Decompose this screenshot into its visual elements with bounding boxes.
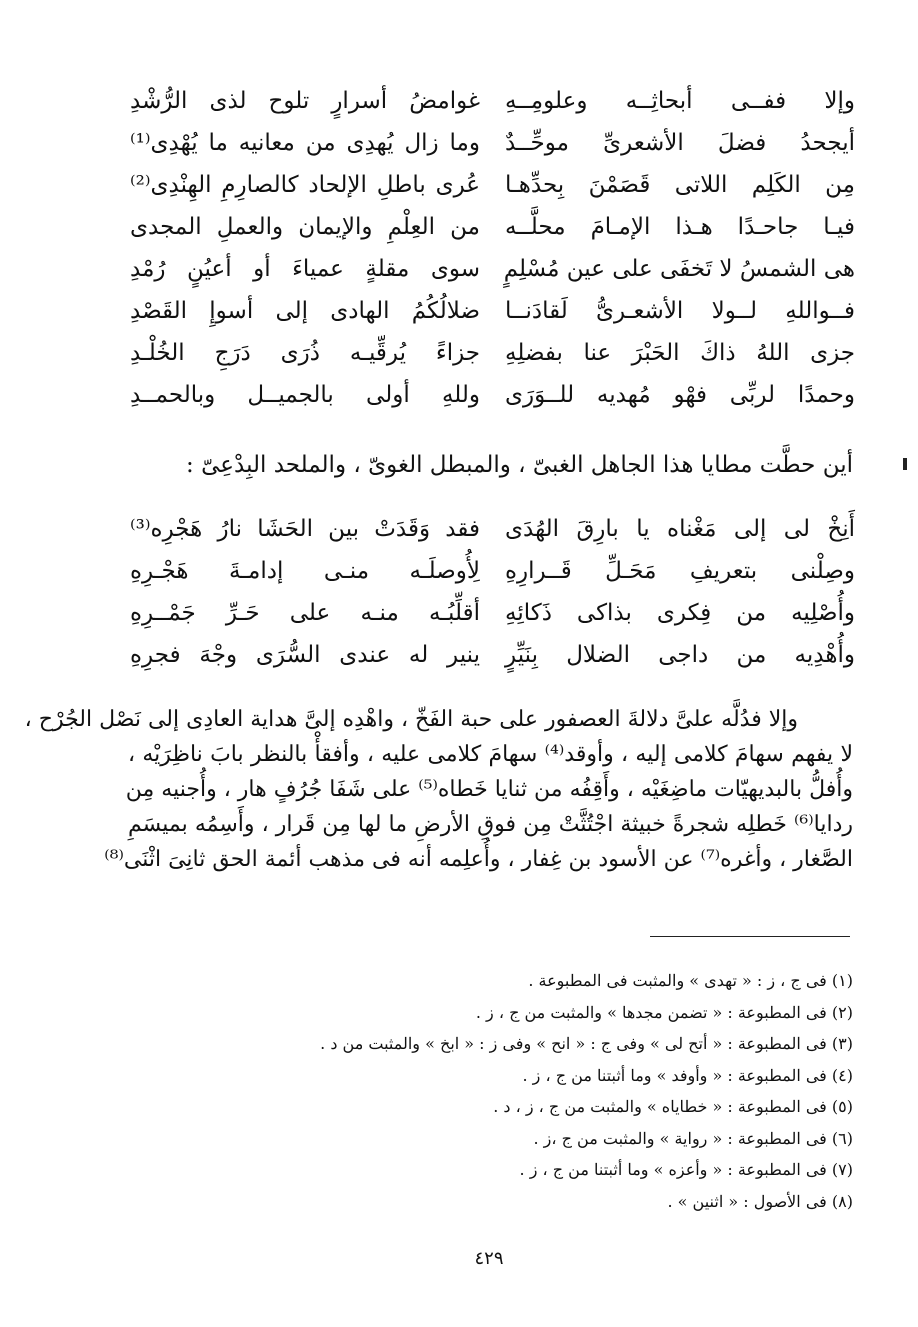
first-hemistich: فــواللهِ لــولا الأشعـرىُّ لَقادَنــا: [505, 298, 855, 324]
second-hemistich: وما زال يُهدِى من معانيه ما يُهْدِى⁽¹⁾: [130, 130, 480, 156]
footnote: (٤) فى المطبوعة : « وأوفد » وما أثبتنا من ج ، ز .: [522, 1065, 853, 1085]
poem-second: [130, 508, 855, 676]
verse: [130, 248, 855, 290]
second-hemistich: غوامضُ أسرارٍ تلوح لذى الرُّشْدِ: [130, 88, 480, 114]
prose-line: وإلا فدُلَّه علىَّ دلالةَ العصفور على حبة الفَخّ ، واهْدِه إلىَّ هداية العادِى إلى نَصْل الجُرْح ،: [24, 707, 798, 732]
prose-line: لا يفهم سهامَ كلامى إليه ، وأوقد⁽⁴⁾ سهامَ كلامى عليه ، وأفقأْ بالنظر بابَ ناظِرَيْه ،: [128, 742, 853, 767]
verse: [130, 550, 855, 592]
verse: [130, 164, 855, 206]
prose-line: ردايا⁽⁶⁾ خَطلِه شجرةً خبيثة اجْتُثَّتْ مِن فوقِ الأرضِ ما لها مِن قَرار ، وأَسِمُه بميسَمِ: [128, 812, 853, 837]
page-number: ٤٢٩: [474, 1248, 504, 1269]
second-hemistich: ضلالُكُمُ الهادى إلى أسوإِ القَصْدِ: [130, 298, 480, 324]
interlude-line: أين حطَّت مطايا هذا الجاهل الغبىّ ، والمبطل الغوىّ ، والملحد البِدْعِىّ :: [186, 452, 853, 478]
footnote-separator: [650, 936, 850, 937]
footnote: (٨) فى الأصول : « اثنين » .: [667, 1191, 853, 1211]
first-hemistich: مِن الكَلِم اللاتى قَصَمْنَ بِحدِّهـا: [505, 172, 855, 198]
second-hemistich: أقلِّبُـه منـه على حَـرِّ جَمْــرِهِ: [130, 600, 480, 626]
first-hemistich: هى الشمسُ لا تَخفَى على عين مُسْلِمٍ: [503, 256, 855, 282]
second-hemistich: لِأُوصلَـه منـى إدامـةَ هَجْـرِهِ: [130, 558, 480, 584]
first-hemistich: وأُصْلِيه من فِكرى بذاكى ذَكائِهِ: [505, 600, 855, 626]
verse: [130, 374, 855, 416]
second-hemistich: سوى مقلةٍ عمياءَ أو أعيُنٍ رُمْدِ: [130, 256, 480, 282]
second-hemistich: ينير له عندى السُّرَى وجْهَ فجرِهِ: [130, 642, 480, 668]
prose-line: الصَّغار ، وأغره⁽⁷⁾ عن الأسود بن غِفار ، وأُعلِمه أنه فى مذهب أئمة الحق ثانِىَ اثْنَى⁽⁸⁾: [104, 847, 853, 872]
verse: [130, 332, 855, 374]
verse: [130, 592, 855, 634]
footnote: (٧) فى المطبوعة : « وأعزه » وما أثبتنا من ج ، ز .: [519, 1160, 853, 1179]
first-hemistich: أَنِخْ لى إلى مَغْناه يا بارِقَ الهُدَى: [505, 516, 855, 542]
footnotes: [128, 965, 853, 1217]
footnote: (٦) فى المطبوعة : « رواية » والمثبت من ج ،ز .: [533, 1128, 853, 1148]
first-hemistich: وصِلْنى بتعريفِ مَحَـلِّ قَــرارِهِ: [505, 558, 855, 584]
first-hemistich: وأُهْدِيه من داجى الضلال بِنَيِّرٍ: [505, 642, 855, 668]
first-hemistich: فيـا جاحـدًا هـذا الإمـامَ محلَّــه: [505, 214, 855, 240]
prose-paragraph: [24, 702, 853, 877]
first-hemistich: أيجحدُ فضلَ الأشعرىِّ موحِّــدٌ: [505, 130, 855, 156]
verse: [130, 80, 855, 122]
second-hemistich: جزاءً يُرقِّيـه ذُرَى دَرَجِ الخُلْـدِ: [130, 340, 480, 366]
margin-mark: [903, 458, 907, 470]
prose-line: وأُفلُّ بالبديهيّات ماضِغَيْه ، وأَقِفُه من ثنايا خَطاه⁽⁵⁾ على شَفَا جُرُفٍ هار ، وأُجنيه مِن: [125, 777, 853, 802]
second-hemistich: عُرى باطلِ الإلحاد كالصارِمِ الهِنْدِى⁽²⁾: [130, 172, 480, 198]
verse: [130, 206, 855, 248]
verse: [130, 508, 855, 550]
first-hemistich: جزى اللهُ ذاكَ الحَبْرَ عنا بفضلِهِ: [505, 340, 855, 366]
footnote: (١) فى ج ، ز : « تهدى » والمثبت فى المطبوعة .: [528, 971, 853, 990]
first-hemistich: وإلا ففــى أبحاثِــه وعلومِــهِ: [505, 88, 855, 114]
poem-first: [130, 80, 855, 416]
verse: [130, 290, 855, 332]
first-hemistich: وحمدًا لربِّى فهْو مُهديه للــوَرَى: [505, 382, 855, 408]
verse: [130, 122, 855, 164]
footnote: (٣) فى المطبوعة : « أتح لى » وفى ج : « انح » وفى ز : « ابخ » والمثبت من د .: [320, 1034, 853, 1053]
verse: [130, 634, 855, 676]
footnote: (٥) فى المطبوعة : « خطاياه » والمثبت من ج ، ز ، د .: [493, 1097, 853, 1116]
second-hemistich: من العِلْمِ والإيمان والعملِ المجدى: [130, 214, 480, 240]
footnote: (٢) فى المطبوعة : « تضمن مجدها » والمثبت من ج ، ز .: [475, 1002, 853, 1022]
second-hemistich: وللهِ أولى بالجميــل وبالحمــدِ: [130, 382, 480, 408]
second-hemistich: فقد وَقَدَتْ بين الحَشَا نارُ هَجْرِه⁽³⁾: [130, 516, 480, 542]
